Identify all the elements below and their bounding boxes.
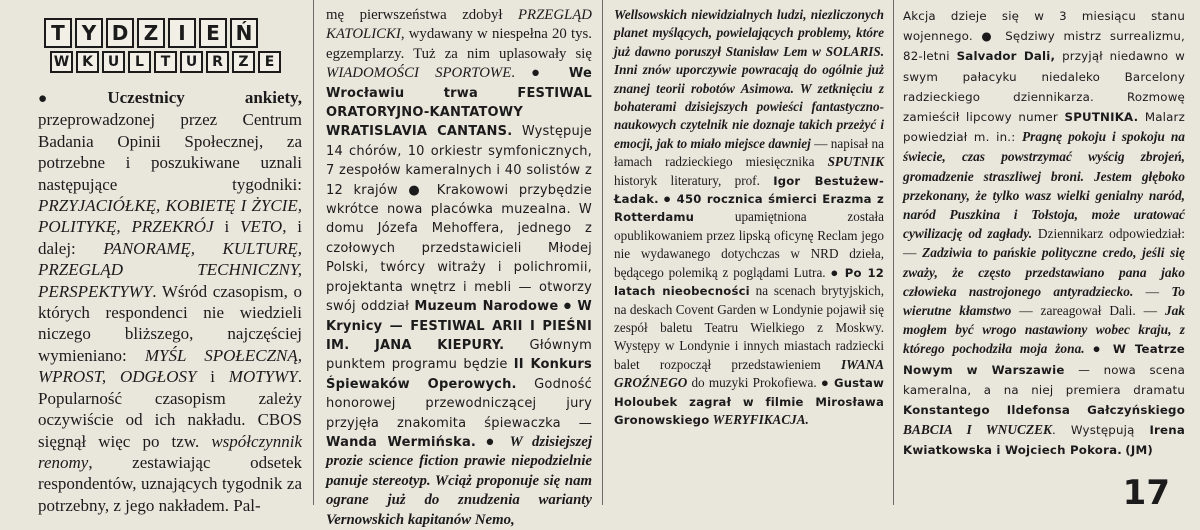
article-column-3 xyxy=(614,6,884,429)
heading-letter: U xyxy=(102,51,125,73)
article-column-1 xyxy=(38,6,302,516)
heading-letter: K xyxy=(76,51,99,73)
article-column-4 xyxy=(903,6,1185,461)
heading-letter: E xyxy=(258,51,281,73)
heading-letter: I xyxy=(168,18,196,48)
article-paragraph: ● Uczestnicy ankiety, przeprowadzonej przez Centrum Badania Opinii Społecznej, za potrzebne i poszukiwane uznali następujące tygodniki: PRZYJACIÓŁKĘ, KOBIETĘ I ŻYCIE, POLITYKĘ, PRZEKRÓJ i VETO, i dalej: PANORAMĘ, KULTURĘ, PRZEGLĄD TECHNICZNY, PERSPEKTYWY. Wśród czasopism, o których respondenci nie wiedzieli niczego bliższego, najczęściej wymieniano: MYŚL SPOŁECZNĄ, WPROST, ODGŁOSY i MOTYWY. Popularność czasopism zależy oczywiście od ich nakładu. CBOS sięgnął więc po tzw. współczynnik renomy, zestawiając odsetek respondentów, uznających tygodnik za potrzebny, z jego nakładem. Pal- xyxy=(38,88,303,515)
heading-letter: R xyxy=(206,51,229,73)
heading-letter: T xyxy=(44,18,72,48)
column-rule-3 xyxy=(893,0,894,505)
article-paragraph: Akcja dzieje się w 3 miesiącu stanu wojennego. ● Sędziwy mistrz surrealizmu, 82-letni Salvador Dali, przyjął niedawno w swym pałacyku niedaleko Barcelony radzieckiego dziennikarza. Rozmowę zamieścił lipcowy numer SPUTNIKA. Malarz powiedział m. in.: Pragnę pokoju i spokoju na świecie, czas powstrzymać wyścig zbrojeń, gromadzenie straszliwej broni. Jestem głęboko przekonany, że tylko wasz wielki genialny naród, naród Puszkina i Tołstoja, może uratować cywilizację od zagłady. Dziennikarz odpowiedział: — Zadziwia to pańskie polityczne credo, jeśli się zważy, że często przedstawiano pana jako człowieka nastrojonego antyradziecko. — To wierutne kłamstwo — zareagował Dali. — Jak mogłem być wrogo nastawiony wobec kraju, z którego pochodziła moja żona. ● W Teatrze Nowym w Warszawie — nowa scena kameralna, a na niej premiera dramatu Konstantego Ildefonsa Gałczyńskiego BABCIA I WNUCZEK. Występują Irena Kwiatkowska i Wojciech Pokora. (JM) xyxy=(903,9,1185,458)
column-rule-2 xyxy=(602,0,603,505)
article-column-2 xyxy=(326,6,592,530)
article-paragraph: mę pierwszeństwa zdobył PRZEGLĄD KATOLICKI, wydawany w niespełna 20 tys. egzemplarzy. Tuż za nim uplasowały się WIADOMOŚCI SPORTOWE. ● We Wrocławiu trwa FESTIWAL ORATORYJNO-KANTATOWY WRATISLAVIA CANTANS. Występuje 14 chórów, 10 orkiestr symfonicznych, 7 zespołów kameralnych i 40 solistów z 12 krajów ● Krakowowi przybędzie wkrótce nowa placówka muzealna. W domu Józefa Mehoffera, jednego z czołowych przedstawicieli Młodej Polski, twórcy witraży i polichromii, projektanta wnętrz i mebli — otworzy swój oddział Muzeum Narodowe ● W Krynicy — FESTIWAL ARII I PIEŚNI IM. JANA KIEPURY. Głównym punktem programu będzie II Konkurs Śpiewaków Operowych. Godność honorowej przewodniczącej jury przyjęła znakomita śpiewaczka — Wanda Wermińska. ● W dzisiejszej prozie science fiction prawie niepodzielnie panuje stereotyp. Wciąż proponuje się nam ograne już do znudzenia warianty Vernowskich kapitanów Nemo, xyxy=(326,7,593,528)
section-heading xyxy=(44,18,302,73)
article-paragraph: Wellsowskich niewidzialnych ludzi, niezliczonych planet myślących, powielających problemy, które już dawno poruszył Stanisław Lem w SOLARIS. Inni znów uporczywie powracają do ogólnie już znanej teorii robotów Asimowa. W zetknięciu z bohaterami dzisiejszych powieści fantastyczno-naukowych czytelnik nie doznaje takich przeżyć i emocji, jak to miało miejsce dawniej — napisał na łamach radzieckiego miesięcznika SPUTNIK historyk literatury, prof. Igor Bestużew-Ładak. ● 450 rocznica śmierci Erazma z Rotterdamu upamiętniona została opublikowaniem przez lipską oficynę Reclam jego nie wydawanego dotychczas w NRD dzieła, będącego polemiką z poglądami Lutra. ● Po 12 latach nieobecności na scenach brytyjskich, na deskach Covent Garden w Londynie pojawił się zespół baletu Teatru Wielkiego z Moskwy. Występy w Londynie i innych miastach radziecki balet rozpoczął przedstawieniem IWANA GROŹNEGO do muzyki Prokofiewa. ● Gustaw Holoubek zagrał w filmie Mirosława Gronowskiego WERYFIKACJA. xyxy=(614,7,885,427)
heading-line-2 xyxy=(50,51,302,73)
heading-letter: E xyxy=(199,18,227,48)
bullet-icon: ● xyxy=(38,90,48,107)
column-rule-1 xyxy=(313,0,314,505)
page-number: 17 xyxy=(1122,473,1170,513)
heading-letter: Z xyxy=(137,18,165,48)
heading-letter: W xyxy=(50,51,73,73)
heading-letter: U xyxy=(180,51,203,73)
heading-letter: Y xyxy=(75,18,103,48)
heading-letter: Z xyxy=(232,51,255,73)
heading-line-1 xyxy=(44,18,302,48)
heading-letter: Ń xyxy=(230,18,258,48)
heading-letter: L xyxy=(128,51,151,73)
heading-letter: D xyxy=(106,18,134,48)
heading-letter: T xyxy=(154,51,177,73)
